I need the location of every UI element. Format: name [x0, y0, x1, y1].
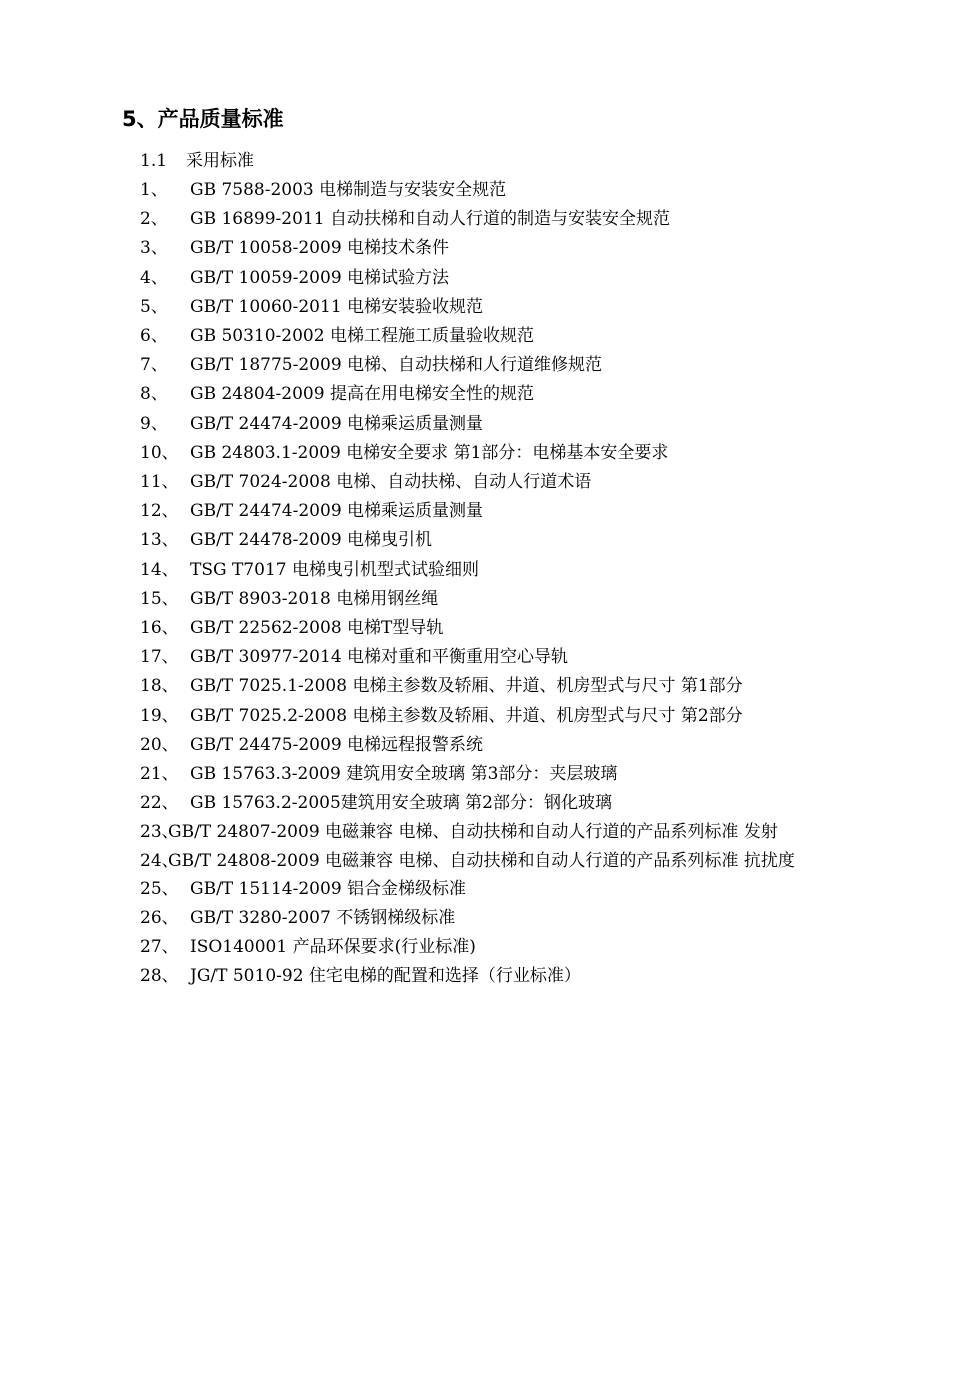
- list-item: [140, 205, 870, 234]
- list-item: [140, 351, 870, 380]
- list-item: [140, 526, 870, 555]
- item-text: GB 24804-2009 提高在用电梯安全性的规范: [190, 384, 534, 405]
- list-item: [140, 234, 870, 263]
- item-index: 12、: [140, 501, 179, 522]
- item-text: GB/T 7025.2-2008 电梯主参数及轿厢、井道、机房型式与尺寸 第2部分: [190, 705, 743, 726]
- item-index: 15、: [140, 588, 179, 609]
- list-item: [140, 672, 870, 701]
- list-item: [140, 497, 870, 526]
- item-index: 22、: [140, 793, 179, 814]
- item-text: GB/T 30977-2014 电梯对重和平衡重用空心导轨: [190, 647, 569, 668]
- list-item: [140, 293, 870, 322]
- item-text: GB 16899-2011 自动扶梯和自动人行道的制造与安装安全规范: [190, 209, 670, 230]
- item-text: GB/T 8903-2018 电梯用钢丝绳: [190, 588, 439, 609]
- item-index: 24、: [140, 850, 179, 871]
- list-item: [140, 264, 870, 293]
- item-text: GB/T 24474-2009 电梯乘运质量测量: [190, 501, 484, 522]
- item-index: 23、: [140, 822, 179, 843]
- item-text: GB 15763.3-2009 建筑用安全玻璃 第3部分：夹层玻璃: [190, 764, 618, 785]
- item-index: 14、: [140, 559, 179, 580]
- item-index: 11、: [140, 472, 179, 493]
- subsection-title: 采用标准: [186, 151, 254, 171]
- item-index: 8、: [140, 384, 168, 405]
- list-item: [140, 760, 870, 789]
- item-index: 4、: [140, 267, 168, 288]
- item-text: GB/T 24807-2009 电磁兼容 电梯、自动扶梯和自动人行道的产品系列标准 发射: [168, 822, 778, 843]
- list-item: [140, 702, 870, 731]
- item-text: GB 15763.2-2005建筑用安全玻璃 第2部分：钢化玻璃: [190, 793, 613, 814]
- list-item: [140, 380, 870, 409]
- item-index: 2、: [140, 209, 168, 230]
- section-heading: 5、产品质量标准: [122, 107, 284, 131]
- list-item: [140, 439, 870, 468]
- item-index: 6、: [140, 326, 168, 347]
- item-index: 18、: [140, 676, 179, 697]
- subsection-heading: [140, 148, 254, 174]
- list-item: [140, 585, 870, 614]
- subsection-number: 1.1: [140, 151, 168, 171]
- list-item: [140, 176, 870, 205]
- item-index: 5、: [140, 296, 168, 317]
- item-index: 16、: [140, 618, 179, 639]
- list-item: [140, 875, 870, 904]
- item-index: 27、: [140, 937, 179, 958]
- item-index: 28、: [140, 966, 179, 987]
- item-text: ISO140001 产品环保要求(行业标准): [190, 937, 476, 958]
- list-item: [140, 468, 870, 497]
- item-text: GB/T 24808-2009 电磁兼容 电梯、自动扶梯和自动人行道的产品系列标准 抗扰度: [168, 850, 795, 871]
- item-text: GB/T 24474-2009 电梯乘运质量测量: [190, 413, 484, 434]
- item-index: 13、: [140, 530, 179, 551]
- list-item: [140, 322, 870, 351]
- list-item: [140, 847, 870, 875]
- item-index: 19、: [140, 705, 179, 726]
- item-index: 3、: [140, 238, 168, 259]
- item-index: 25、: [140, 878, 179, 899]
- item-text: GB/T 24478-2009 电梯曳引机: [190, 530, 433, 551]
- list-item: [140, 818, 870, 846]
- item-text: TSG T7017 电梯曳引机型式试验细则: [190, 559, 479, 580]
- item-text: GB 7588-2003 电梯制造与安装安全规范: [190, 180, 507, 200]
- list-item: [140, 643, 870, 672]
- item-text: GB/T 10060-2011 电梯安装验收规范: [190, 296, 484, 317]
- item-text: GB/T 7025.1-2008 电梯主参数及轿厢、井道、机房型式与尺寸 第1部分: [190, 676, 743, 697]
- item-text: GB 50310-2002 电梯工程施工质量验收规范: [190, 326, 534, 347]
- list-item: [140, 962, 870, 991]
- item-text: GB 24803.1-2009 电梯安全要求 第1部分：电梯基本安全要求: [190, 442, 669, 463]
- item-text: JG/T 5010-92 住宅电梯的配置和选择（行业标准）: [190, 966, 581, 987]
- standards-list: [140, 176, 870, 992]
- list-item: [140, 614, 870, 643]
- item-text: GB/T 24475-2009 电梯远程报警系统: [190, 734, 484, 755]
- item-text: GB/T 10058-2009 电梯技术条件: [190, 238, 450, 259]
- item-index: 9、: [140, 413, 168, 434]
- item-index: 21、: [140, 764, 179, 785]
- item-index: 10、: [140, 442, 179, 463]
- list-item: [140, 933, 870, 962]
- item-text: GB/T 10059-2009 电梯试验方法: [190, 267, 450, 288]
- item-text: GB/T 18775-2009 电梯、自动扶梯和人行道维修规范: [190, 355, 603, 376]
- item-index: 20、: [140, 734, 179, 755]
- item-index: 26、: [140, 908, 179, 929]
- item-text: GB/T 22562-2008 电梯T型导轨: [190, 618, 444, 639]
- list-item: [140, 556, 870, 585]
- list-item: [140, 789, 870, 818]
- item-index: 17、: [140, 647, 179, 668]
- item-index: 7、: [140, 355, 168, 376]
- list-item: [140, 904, 870, 933]
- item-text: GB/T 3280-2007 不锈钢梯级标准: [190, 908, 456, 929]
- item-text: GB/T 7024-2008 电梯、自动扶梯、自动人行道术语: [190, 472, 592, 493]
- list-item: [140, 410, 870, 439]
- item-text: GB/T 15114-2009 铝合金梯级标准: [190, 878, 467, 899]
- list-item: [140, 731, 870, 760]
- item-index: 1、: [140, 180, 168, 200]
